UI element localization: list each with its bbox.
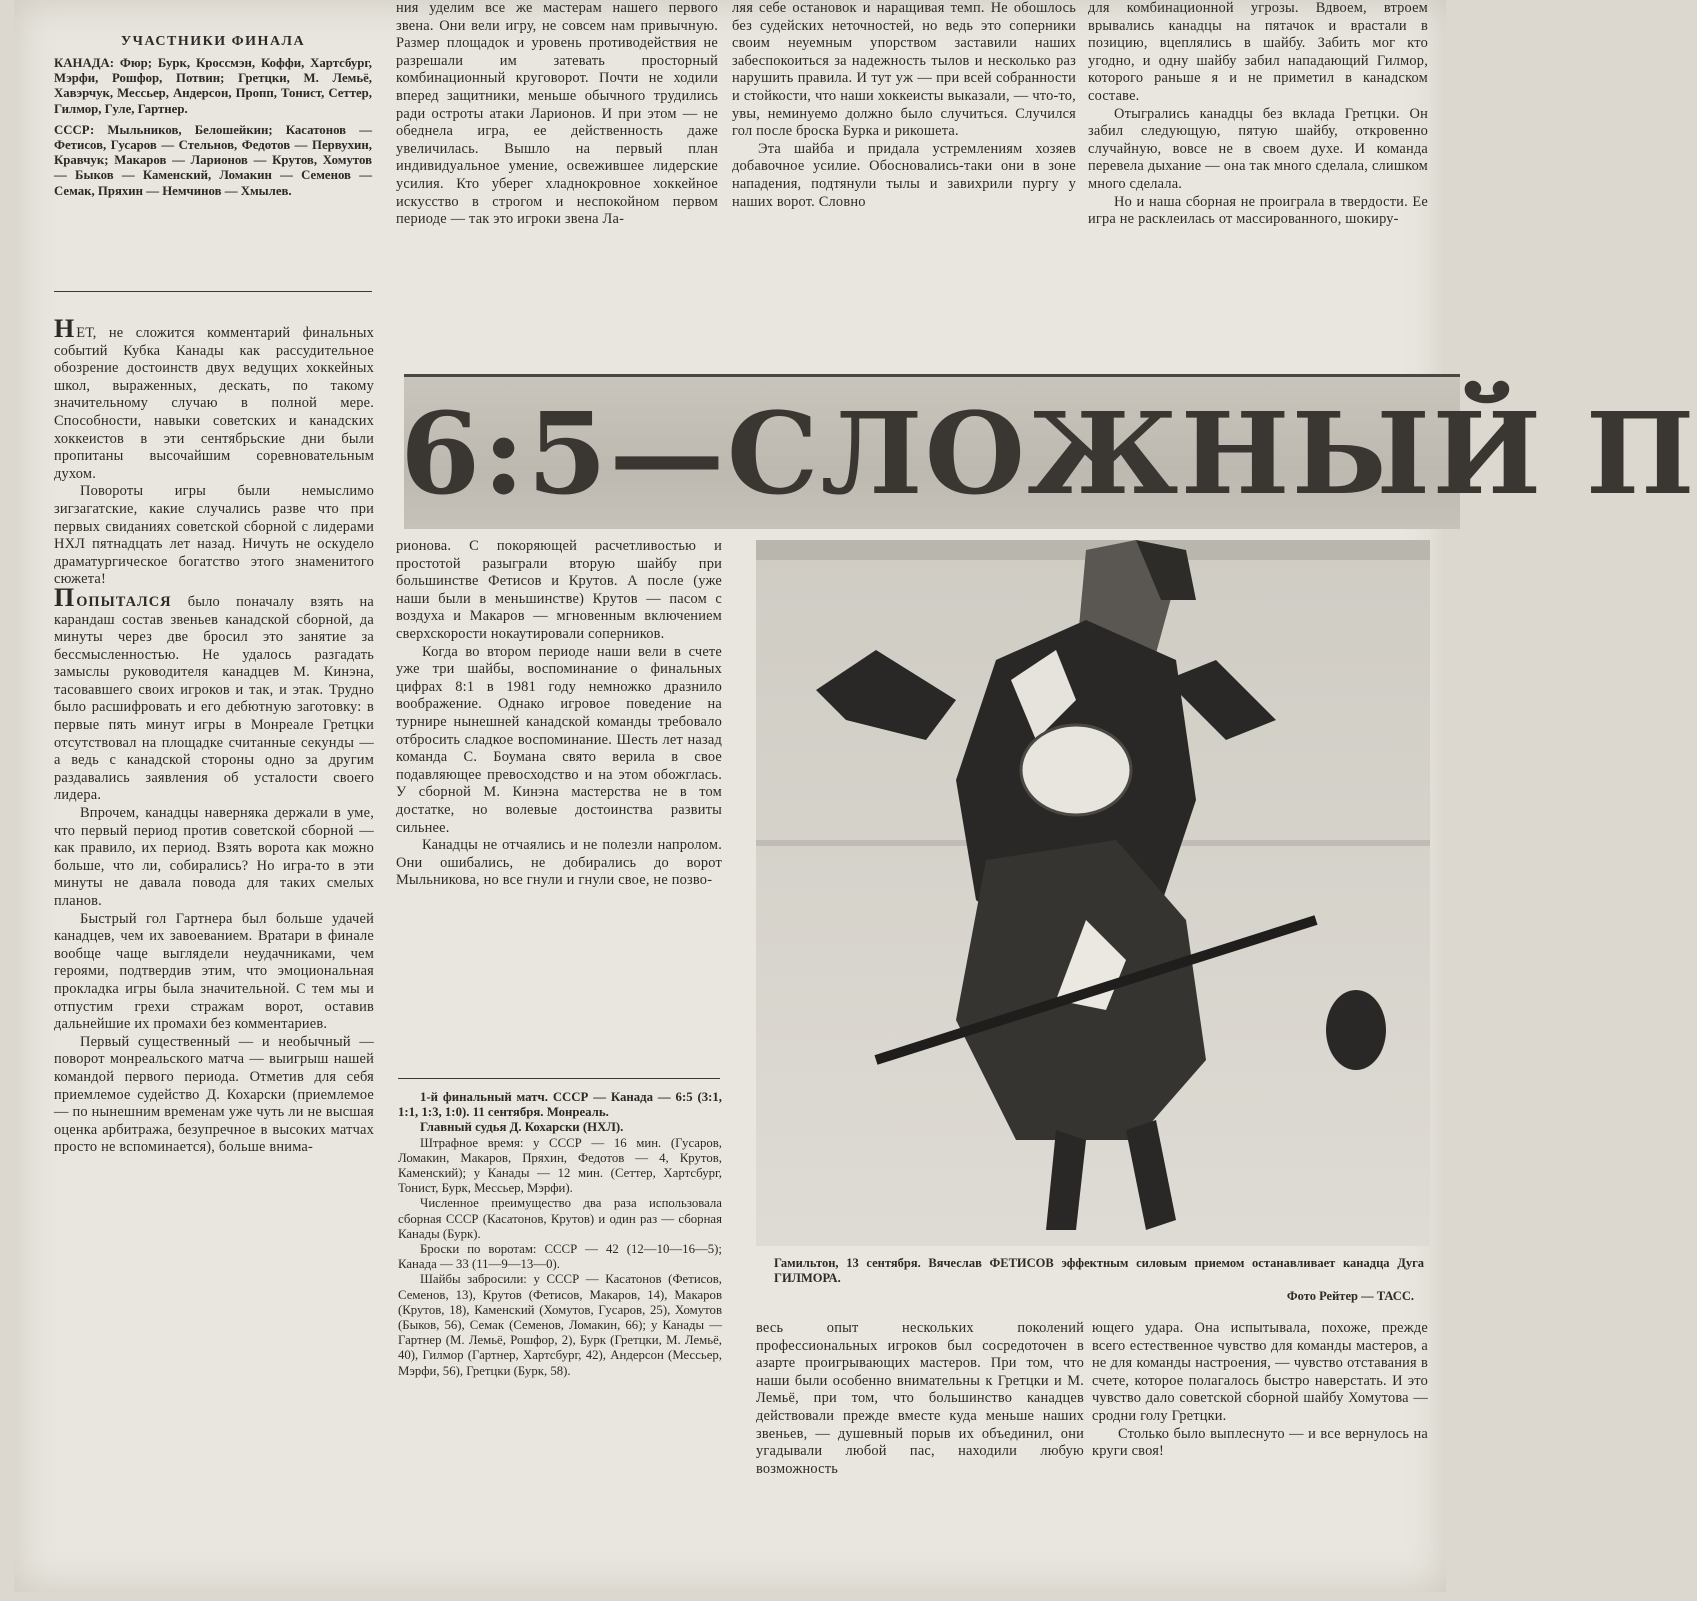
stats-powerplay: Численное преимущество два раза использовала сборная СССР (Касатонов, Крутов) и один раз — сборная Канады (Бурк). [398,1196,722,1241]
article-column-2-top [396,0,718,362]
article-column-4-top [1088,0,1428,362]
article-paragraph: Столько было выплеснуто — и все вернулось на круги своя! [1092,1425,1428,1460]
photo-caption: Гамильтон, 13 сентября. Вячеслав ФЕТИСОВ эффектным силовым приемом останавливает канадца Дуга ГИЛМОРА. [774,1256,1424,1285]
paragraph-text: было поначалу взять на карандаш состав звеньев канадской сборной, да минуты через две бросил это занятие за бессмысленностью. Не удалось разгадать замыслы руководителя канадцев М. Кинэна, тасовавшего своих игроков и так, и этак. Трудно было расшифровать и его дебютную заготовку: в первые пять минут игры в Монреале Гретцки отсутствовал на площадке считанные секунды — а ведь с канадской стороны одно за другим раздавались заявления об усталости своего лидера. [54,593,374,804]
article-paragraph: Первый существенный — и необычный — поворот монреальского матча — выигрыш нашей командой первого периода. Отметив для себя приемлемое судейство Д. Кохарски (приемлемое — по нынешним временам уже чуть ли не высшая оценка арбитража, безупречное в высоких матчах просто не вспоминается), больше внима- [54,1033,374,1156]
sidebar-divider [54,291,372,292]
stats-divider [398,1078,720,1079]
article-paragraph [54,314,374,483]
article-paragraph: Но и наша сборная не проиграла в твердости. Ее игра не расклеилась от массированного, шокиру- [1088,193,1428,228]
article-paragraph: Отыгрались канадцы без вклада Гретцки. Он забил следующую, пятую шайбу, откровенно случайную, вовсе не в своем духе. И команда перевела дыхание — она так много сделала, слишком много сделала. [1088,105,1428,192]
article-column-4-bottom [1092,1320,1428,1586]
article-column-1 [54,314,374,1585]
finalists-heading: УЧАСТНИКИ ФИНАЛА [120,34,306,49]
drop-cap: П [54,582,77,612]
article-paragraph: Повороты игры были немыслимо зигзагатские, какие случались разве что при первых свиданиях советской сборной с лидерами НХЛ пятнадцать лет назад. Ничуть не оскудело драматургическое богатство этого знаменитого сюжета! [54,483,374,588]
stats-scorers: Шайбы забросили: у СССР — Касатонов (Фетисов, Семенов, 13), Крутов (Фетисов, Макаров, 14), Макаров (Крутов, 18), Каменский (Хомутов, Гусаров, 25), Хомутов (Быков, 56), Семак (Семенов, Ломакин, 66); у Канады — Гартнер (М. Лемьё, Рошфор, 2), Бурк (Гретцки, М. Лемьё, 40), Гилмор (Гартнер, Хартсбург, 42), Андерсон (Мессьер, Мэрфи, 56), Гретцки (Бурк, 58). [398,1272,722,1378]
paragraph-text: ЕТ, не сложится комментарий финальных событий Кубка Канады как рассудительное обозрение достоинств двух ведущих хоккейных школ, выраженных, дескать, по такому значительному случаю в полной мере. Способности, навыки советских и канадских хоккеистов в эти сентябрьские дни были пропитаны высочайшим соревновательным духом. [54,325,374,482]
stats-penalties: Штрафное время: у СССР — 16 мин. (Гусаров, Ломакин, Макаров, Пряхин, Федотов — 4, Крутов, Каменский); у Канады — 12 мин. (Сеттер, Хартсбург, Тонист, Бурк, Мессьер, Мэрфи). [398,1135,722,1196]
stats-shots: Броски по воротам: СССР — 42 (12—10—16—5); Канада — 33 (11—9—13—0). [398,1242,722,1272]
article-column-3-bottom [756,1320,1084,1586]
lead-word: ОПЫТАЛСЯ [76,593,172,610]
headline: 6:5—СЛОЖНЫЙ П [400,389,1697,520]
photo-credit: Фото Рейтер — ТАСС. [1286,1289,1414,1303]
hockey-players-image [756,540,1430,1246]
stats-match: 1-й финальный матч. СССР — Канада — 6:5 (3:1, 1:1, 1:3, 1:0). 11 сентября. Монреаль. [398,1090,722,1120]
drop-cap: Н [54,314,77,343]
article-paragraph: Эта шайба и придала устремлениям хозяев добавочное усилие. Обосновались-таки они в зоне нападения, подтянули тылы и завихрили пургу у наших ворот. Словно [732,140,1076,210]
canada-roster: КАНАДА: Фюр; Бурк, Кроссмэн, Коффи, Хартсбург, Мэрфи, Рошфор, Потвин; Гретцки, М. Лемьё, Хавэрчук, Мессьер, Андерсон, Пропп, Тонист, Сеттер, Гилмор, Гуле, Гартнер. [54,56,372,116]
article-paragraph: Впрочем, канадцы наверняка держали в уме, что первый период против советской сборной — как правило, их период. Взять ворота как можно больше, что ли, собирались? Но игра-то в эти минуты не давала повода для таких смелых планов. [54,805,374,909]
article-paragraph: для комбинационной угрозы. Вдвоем, втроем врывались канадцы на пятачок и врастали в позицию, вцеплялись в шайбу. Забить мог кто угодно, и одну шайбу забил нападающий Гилмор, которого раньше я и не приметил в канадском составе. [1088,0,1428,104]
newspaper-page [14,0,1697,1592]
article-paragraph: весь опыт нескольких поколений профессиональных игроков был сосредоточен в азарте проигрывающих мастеров. При том, что наши были особенно внимательны к Гретцки и М. Лемьё, при том, что большинство канадцев действовали прежде вместе куда меньше наших звеньев, — душевный порыв их объединил, они угадывали любой пас, находили любую возможность [756,1320,1084,1477]
stats-referee: Главный судья Д. Кохарски (НХЛ). [420,1120,624,1135]
ussr-roster: СССР: Мыльников, Белошейкин; Касатонов — Фетисов, Гусаров — Стельнов, Федотов — Первухин, Кравчук; Макаров — Ларионов — Крутов, Хомутов — Быков — Каменский, Ломакин — Семенов — Семак, Пряхин — Немчинов — Хмылев. [54,122,372,198]
article-paragraph [54,582,374,805]
match-stats [398,1090,722,1584]
article-paragraph: Канадцы не отчаялись и не полезли напролом. Они ошибались, не добирались до ворот Мыльникова, но все гнули и гнули свое, не позво- [396,837,722,889]
hockey-photo [756,540,1430,1246]
article-paragraph: рионова. С покоряющей расчетливостью и простотой разыграли вторую шайбу при большинстве Фетисов и Крутов. А после (уже наши были в меньшинстве) Крутов — пасом с воздуха и Макаров — мгновенным включением сверхскорости нокаутировали соперников. [396,538,722,642]
finalists-box [54,34,372,284]
article-column-3-top [732,0,1076,362]
article-paragraph: ющего удара. Она испытывала, похоже, прежде всего естественное чувство для команды мастеров, а не для команды настроения, — чувство отставания в счете, которое полагалось быстро наверстать. И это чувство дало советской сборной шайбу Хомутова — сродни голу Гретцки. [1092,1320,1428,1424]
headline-banner [400,374,1697,529]
article-paragraph: Быстрый гол Гартнера был больше удачей канадцев, чем их завоеванием. Вратари в финале вообще чаще выглядели неудачниками, чем героями, подтвердив этим, что эмоциональная прокладка игры была значительной. С тем мы и отпустим грехи стражам ворот, оставив дальнейшие их промахи без комментариев. [54,910,374,1033]
article-column-2-mid [396,538,722,1068]
article-paragraph: ния уделим все же мастерам нашего первого звена. Они вели игру, не совсем нам привычную. Размер площадок и уровень противодействия не разрешали им затевать просторный комбинационный круговорот. Почти не ходили вперед защитники, меньше обычного трудились ради остроты атаки Ларионов. И при этом — не обеднела игра, ее действенность даже увеличилась. Вышло на первый план индивидуальное умение, освежившее лидерские усилия. Кто уберег хладнокровное хоккейное искусство в строгом и неспокойном первом периоде — так это игроки звена Ла- [396,0,718,228]
article-paragraph: ляя себе остановок и наращивая темп. Не обошлось без судейских неточностей, но ведь это соперники своим неуемным упорством заставили наших забеспокоиться за надежность тылов и несколько раз нарушить правила. И тут уж — при всей собранности и стойкости, что наши хоккеисты выказали, — что-то, увы, неминуемо должно было случиться. Случился гол после броска Бурка и рикошета. [732,0,1076,140]
article-paragraph: Когда во втором периоде наши вели в счете уже три шайбы, воспоминание о финальных цифрах 8:1 в 1981 году немножко дразнило воображение. Однако игровое поведение на турнире нынешней канадской команды требовало отбросить сладкое воспоминание. Шесть лет назад команда С. Боумана свято верила в свое подавляющее превосходство и на этом обожглась. У сборной М. Кинэна мастерства не в том достатке, но волевые достоинства развиты сильнее. [396,643,722,836]
